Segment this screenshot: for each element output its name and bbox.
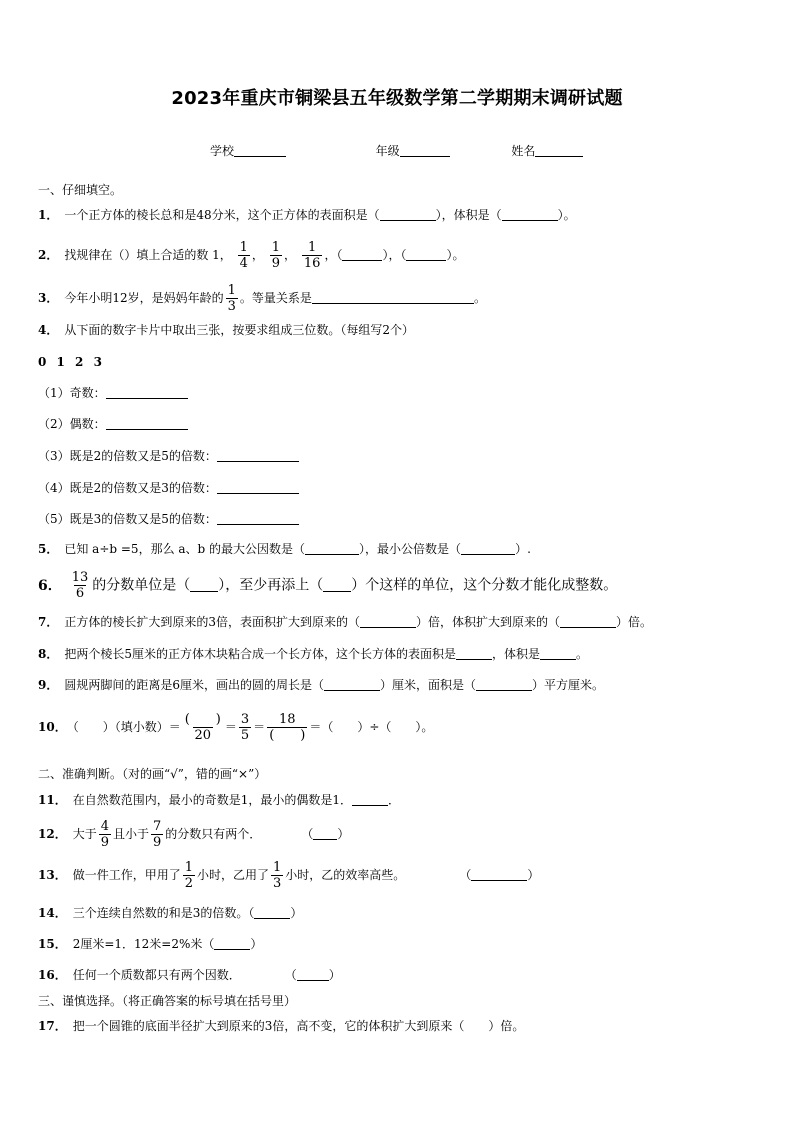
answer-blank[interactable] xyxy=(324,678,380,691)
judgement-blank[interactable] xyxy=(214,937,250,950)
fraction: $\frac{1}{9}$ xyxy=(271,240,281,271)
question-7: 7． 正方体的棱长扩大到原来的3倍，表面积扩大到原来的（ ）倍，体积扩大到原来的（ ）倍。 xyxy=(38,615,653,629)
question-13: 13． 做一件工作，甲用了 $\frac{1}{2}$ 小时，乙用了 $\frac{1}{3}$ 小时，乙的效率高些。 （ ） xyxy=(38,860,540,891)
question-11: 11． 在自然数范围内，最小的奇数是1，最小的偶数是1． ． xyxy=(38,793,400,807)
answer-blank[interactable] xyxy=(461,542,515,555)
answer-blank[interactable] xyxy=(312,291,474,304)
school-label: 学校 xyxy=(210,144,235,158)
question-4: 4． 从下面的数字卡片中取出三张，按要求组成三位数。（每组写2个） xyxy=(38,323,414,337)
answer-blank[interactable] xyxy=(190,579,218,592)
fraction: $\frac{1}{16}$ xyxy=(303,240,321,271)
answer-blank[interactable] xyxy=(342,248,382,261)
judgement-blank[interactable] xyxy=(254,906,290,919)
answer-blank[interactable] xyxy=(360,615,416,628)
answer-blank[interactable] xyxy=(380,208,436,221)
answer-blank[interactable] xyxy=(217,449,299,462)
fraction: $\frac{1}{3}$ xyxy=(227,283,236,314)
name-blank[interactable] xyxy=(535,144,583,157)
answer-blank[interactable] xyxy=(217,512,299,525)
judgement-blank[interactable] xyxy=(297,968,329,981)
judgement-blank[interactable] xyxy=(471,868,527,881)
section-heading-3: 三、谨慎选择。（将正确答案的标号填在括号里） xyxy=(38,994,297,1008)
question-1: 1． 一个正方体的棱长总和是48分米，这个正方体的表面积是（ ），体积是（ ）。 xyxy=(38,208,576,222)
q4-item-2: （2）偶数： xyxy=(38,415,188,433)
question-5: 5． 已知 a÷b =5，那么 a、b 的最大公因数是（ ），最小公倍数是（ ）. xyxy=(38,542,531,556)
answer-blank[interactable] xyxy=(456,647,492,660)
answer-blank[interactable] xyxy=(217,481,299,494)
question-12: 12． 大于 $\frac{4}{9}$ 且小于 $\frac{7}{9}$ 的分数只有两个． （ ） xyxy=(38,819,350,850)
school-blank[interactable] xyxy=(234,144,286,157)
name-label: 姓名 xyxy=(511,144,536,158)
question-2: 2． 找规律在（）填上合适的数 1， $\frac{1}{4}$ ， $\frac{1}{9}$ ， $\frac{1}{16}$ ，（ ），（ ）。 xyxy=(38,240,465,271)
q4-item-4: （4）既是2的倍数又是3的倍数： xyxy=(38,479,299,497)
question-8: 8． 把两个棱长5厘米的正方体木块粘合成一个长方体，这个长方体的表面积是 ，体积是 。 xyxy=(38,647,589,661)
section-heading-1: 一、仔细填空。 xyxy=(38,183,123,197)
question-6: 6． $\frac{13}{6}$ 的分数单位是（ ），至少再添上（ ）个这样的单位，这个分数才能化成整数。 xyxy=(38,570,618,601)
answer-blank[interactable] xyxy=(560,615,616,628)
question-15: 15． 2厘米=1．12米=2%米（ ） xyxy=(38,937,263,951)
answer-blank[interactable] xyxy=(352,793,388,806)
q4-item-3: （3）既是2的倍数又是5的倍数： xyxy=(38,447,299,465)
q4-item-1: （1）奇数： xyxy=(38,384,188,402)
question-9: 9． 圆规两脚间的距离是6厘米，画出的圆的周长是（ ）厘米，面积是（ ）平方厘米。 xyxy=(38,678,605,692)
question-16: 16． 任何一个质数都只有两个因数． （ ） xyxy=(38,968,341,982)
fraction: $\frac{1}{3}$ xyxy=(273,860,282,891)
student-info xyxy=(210,142,583,160)
fraction: $\frac{13}{6}$ xyxy=(71,570,89,601)
question-14: 14． 三个连续自然数的和是3的倍数。（ ） xyxy=(38,906,303,920)
answer-blank[interactable] xyxy=(323,579,351,592)
fraction: $\frac{4}{9}$ xyxy=(100,819,109,850)
answer-blank[interactable] xyxy=(406,248,446,261)
answer-blank[interactable] xyxy=(305,542,359,555)
fraction: $\frac{1}{4}$ xyxy=(239,240,248,271)
answer-blank[interactable] xyxy=(502,208,558,221)
question-10: 10． （ ）（填小数）＝ $\frac{( )}{20}$ ＝ $\frac{3}{5}$ ＝ $\frac{18}{( )}$ ＝（ ）÷（ ）。 xyxy=(38,712,434,743)
fraction: $\frac{1}{2}$ xyxy=(184,860,193,891)
question-17: 17． 把一个圆锥的底面半径扩大到原来的3倍，高不变，它的体积扩大到原来（ ）倍。 xyxy=(38,1019,525,1033)
grade-blank[interactable] xyxy=(400,144,450,157)
digit-cards: 0 1 2 3 xyxy=(38,355,102,369)
answer-blank[interactable] xyxy=(106,417,188,430)
question-3: 3． 今年小明12岁，是妈妈年龄的 $\frac{1}{3}$ 。等量关系是 。 xyxy=(38,283,486,314)
fraction: $\frac{( )}{20}$ xyxy=(184,712,221,743)
answer-blank[interactable] xyxy=(106,386,188,399)
section-heading-2: 二、准确判断。（对的画“√”，错的画“×”） xyxy=(38,767,267,781)
fraction: $\frac{18}{( )}$ xyxy=(269,712,306,743)
answer-blank[interactable] xyxy=(540,647,576,660)
grade-label: 年级 xyxy=(375,144,400,158)
page-title: 2023年重庆市铜梁县五年级数学第二学期期末调研试题 xyxy=(171,88,623,109)
fraction: $\frac{3}{5}$ xyxy=(240,712,250,743)
judgement-blank[interactable] xyxy=(313,827,337,840)
fraction: $\frac{7}{9}$ xyxy=(153,819,162,850)
answer-blank[interactable] xyxy=(476,678,532,691)
q4-item-5: （5）既是3的倍数又是5的倍数： xyxy=(38,510,299,528)
